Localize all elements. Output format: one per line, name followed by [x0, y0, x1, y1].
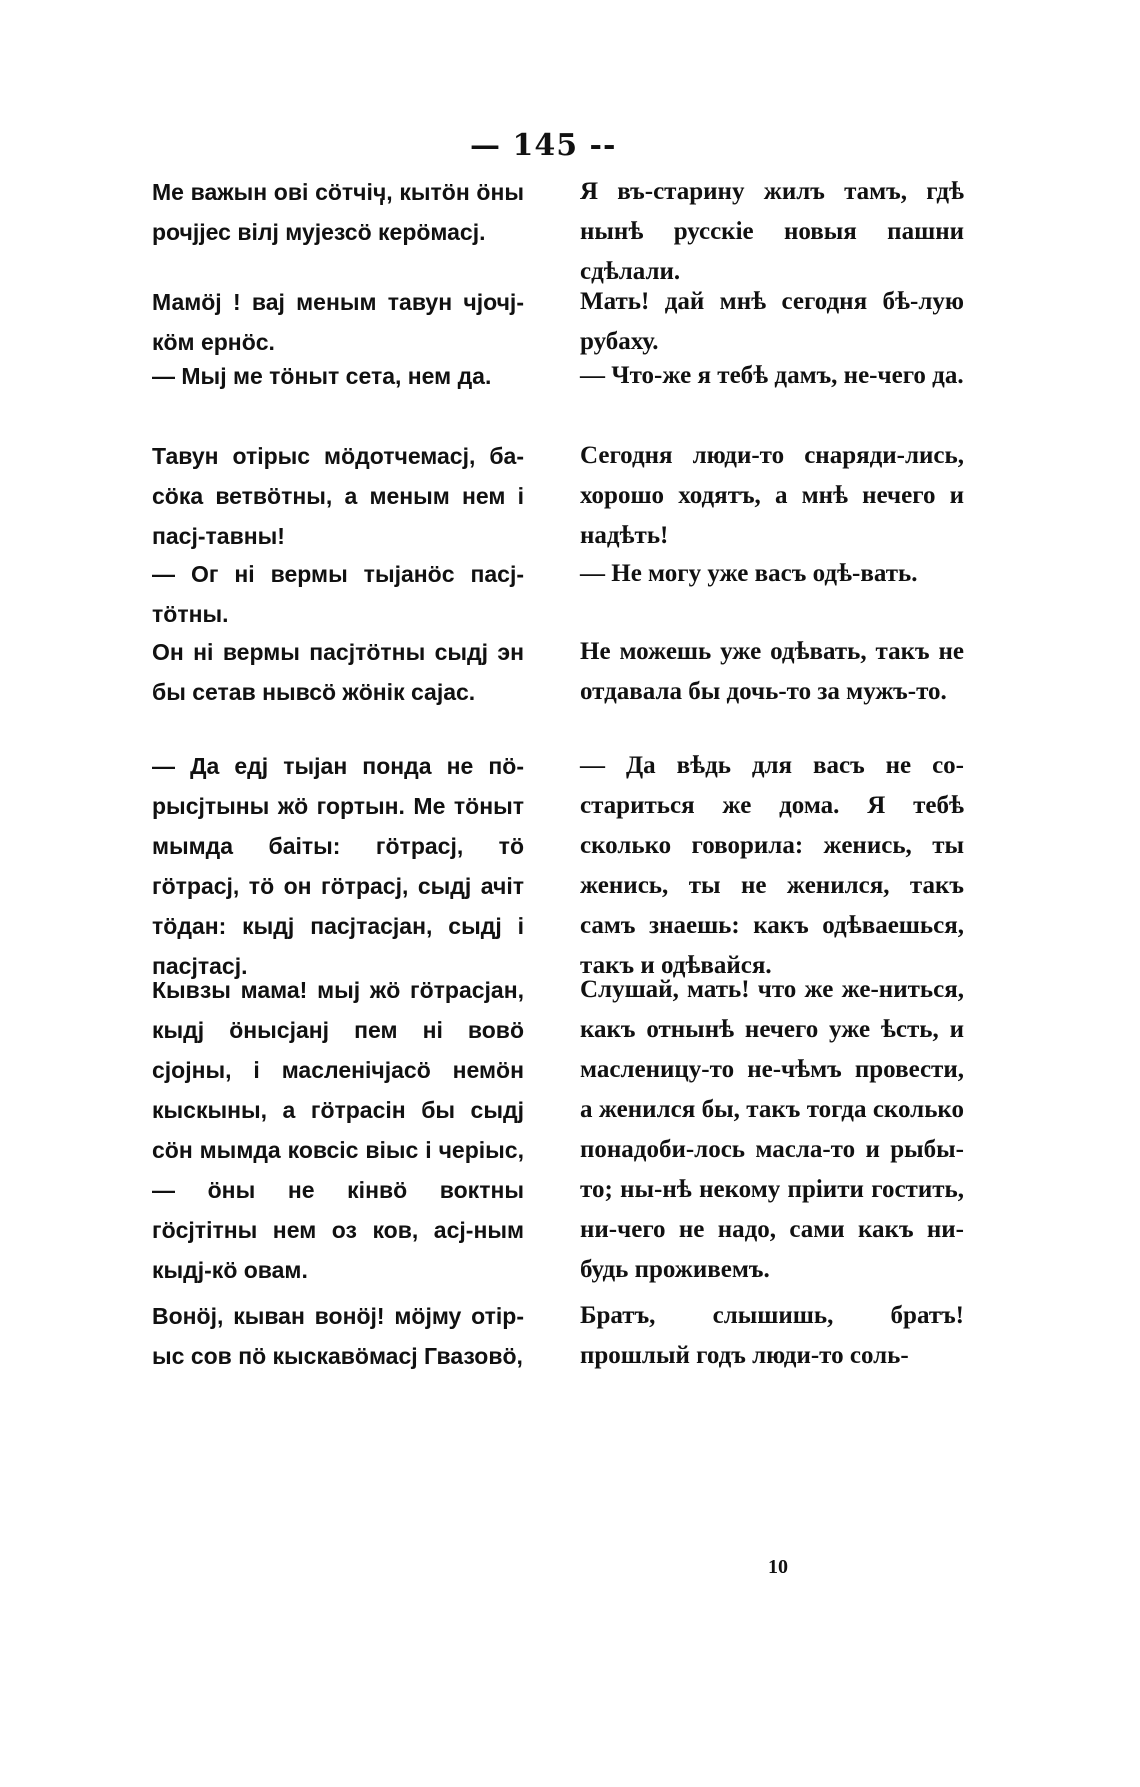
- right-paragraph-8: Слушай, мать! что же же-ниться, какъ отнынѣ нечего уже ѣсть, и масленицу-то не-чѣмъ провести, а женился бы, такъ тогда сколько понадоби-лось масла-то и рыбы-то; ны-нѣ некому пріити гостить, ни-чего не надо, сами какъ ни-будь проживемъ.: [580, 976, 964, 1283]
- left-paragraph-8: Кывзы мама! мыј жӧ гӧтрасјан, кыдј ӧнысјанј пем ні вовӧ сјојны, і масленічјасӧ немӧн кыскыны, а гӧтрасін бы сыдј сӧн мымда ковсіс віыс і черіыс, — ӧны не кінвӧ воктны гӧсјтітны нем оз ков, асј-ным кыдј-кӧ овам.: [152, 977, 524, 1283]
- left-paragraph-2: Мамӧј ! вај меным тавун чјочј-кӧм ернӧс.: [152, 289, 524, 355]
- signature-mark: 10: [768, 1556, 788, 1578]
- left-paragraph-5: — Ог ні вермы тыјанӧс пасј-тӧтны.: [152, 561, 524, 627]
- right-paragraph-9: Братъ, слышишь, братъ! прошлый годъ люди-то соль-: [580, 1302, 964, 1369]
- left-paragraph-3: — Мыј ме тӧныт сета, нем да.: [152, 363, 492, 389]
- left-paragraph-4: Тавун отірыс мӧдотчемасј, ба-сӧка ветвӧтны, а меным нем і пасј-тавны!: [152, 443, 524, 549]
- right-paragraph-3: — Что-же я тебѣ дамъ, не-чего да.: [580, 362, 964, 389]
- right-paragraph-4: Сегодня люди-то снаряди-лись, хорошо ходятъ, а мнѣ нечего и надѣть!: [580, 442, 964, 549]
- right-paragraph-2: Мать! дай мнѣ сегодня бѣ-лую рубаху.: [580, 288, 964, 355]
- left-paragraph-7: — Да едј тыјан понда не пӧ-рысјтыны жӧ гортын. Ме тӧныт мымда баіты: гӧтрасј, тӧ гӧтрасј, тӧ он гӧтрасј, сыдј ачіт тӧдан: кыдј пасјтасјан, сыдј і пасјтасј.: [152, 753, 524, 979]
- left-paragraph-1: Ме важын ові сӧтчіӌ, кытӧн ӧны рочјјес вілј мујезсӧ керӧмасј.: [152, 179, 524, 245]
- left-paragraph-9: Вонӧј, кыван вонӧј! мӧјму отір-ыс сов пӧ кыскавӧмасј Гвазовӧ,: [152, 1303, 524, 1369]
- right-paragraph-6: Не можешь уже одѣвать, такъ не отдавала бы дочь-то за мужъ-то.: [580, 638, 964, 705]
- right-paragraph-7: — Да вѣдь для васъ не со-стариться же дома. Я тебѣ сколько говорила: женись, ты женись, ты не женился, такъ самъ знаешь: какъ одѣваешься, такъ и одѣвайся.: [580, 752, 964, 979]
- right-paragraph-5: — Не могу уже васъ одѣ-вать.: [580, 560, 918, 587]
- right-paragraph-1: Я въ-старину жилъ тамъ, гдѣ нынѣ русскіе новыя пашни сдѣлали.: [580, 178, 964, 285]
- page-number: — 145 --: [470, 128, 617, 163]
- left-paragraph-6: Он ні вермы пасјтӧтны сыдј эн бы сетав нывсӧ жӧнік сајас.: [152, 639, 524, 705]
